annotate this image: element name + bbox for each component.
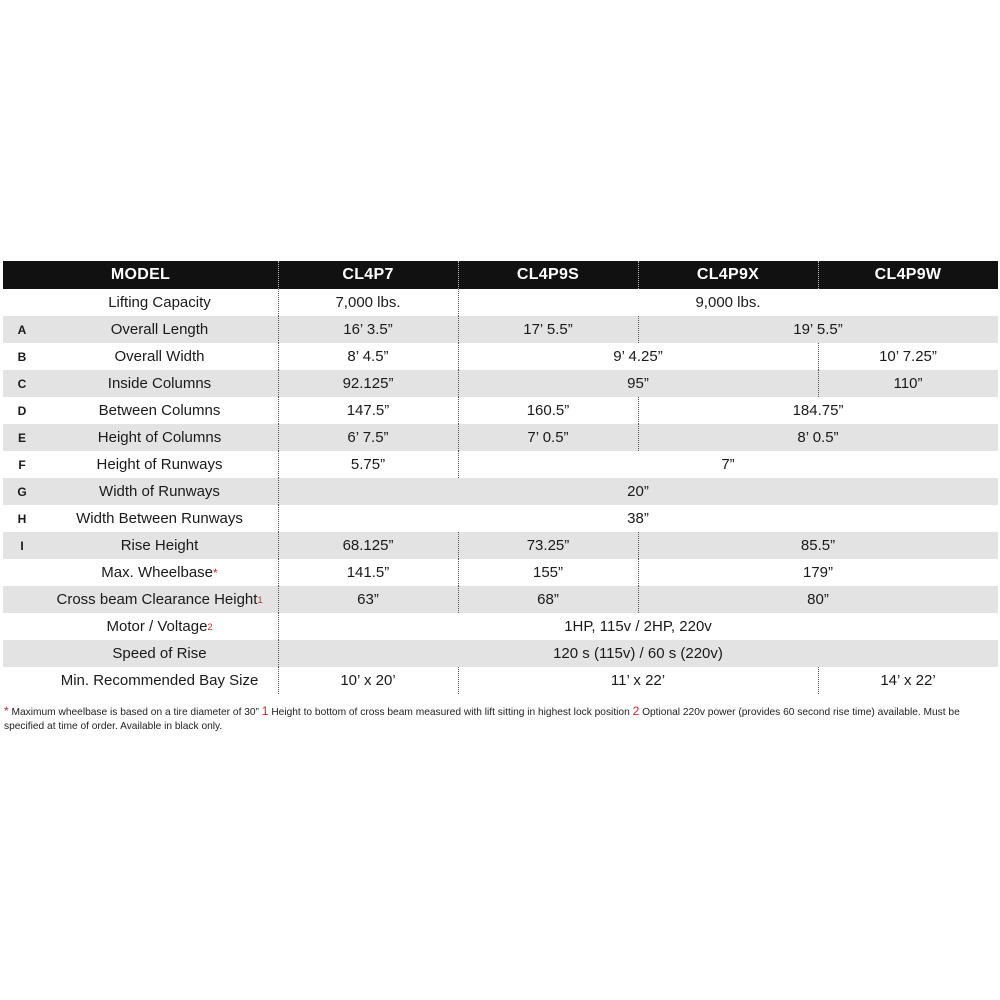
footnote-two-text: Optional 220v power (provides 60 second rise time) available. Must be specified at time of order. Available in black only. [4,707,960,732]
row-letter: D [17,403,27,418]
row-label [41,559,278,586]
table-cell: 11’ x 22’ [610,672,666,689]
table-cell: 38” [627,510,649,527]
row-label [41,451,278,478]
table-cell: 10’ x 20’ [340,672,396,689]
table-cell: 20” [627,483,649,500]
table-cell: 120 s (115v) / 60 s (220v) [553,645,723,662]
footnote-mark: * [213,565,218,580]
row-label-text: Width of Runways [99,483,220,500]
header-cl4p9s: CL4P9S [516,266,580,283]
table-cell: 68.125” [342,537,394,554]
table-cell: 7,000 lbs. [335,294,401,311]
row-label [41,505,278,532]
row-label-text: Overall Width [114,348,205,365]
table-row [3,397,998,424]
row-letter: A [17,322,27,337]
table-cell: 95” [627,375,649,392]
table-cell: 5.75” [350,456,386,473]
table-cell: 14’ x 22’ [880,672,936,689]
table-cell: 85.5” [800,537,836,554]
table-cell: 10’ 7.25” [879,348,937,365]
table-row [3,343,998,370]
header-model: MODEL [110,266,171,283]
table-cell: 68” [537,591,559,608]
table-cell: 17’ 5.5” [523,321,573,338]
row-label-text: Inside Columns [107,375,212,392]
table-cell: 8’ 0.5” [797,429,839,446]
row-label-text: Max. Wheelbase [101,564,214,581]
footnote-one-mark: 1 [261,704,269,718]
row-label: Motor / Voltage 2 [106,618,213,635]
row-label [41,478,278,505]
row-letter: B [17,349,27,364]
header-cl4p9w: CL4P9W [874,266,942,283]
spec-table [3,261,998,694]
row-label [41,289,278,316]
footnote-two-mark: 2 [632,704,640,718]
row-label [41,316,278,343]
table-row [3,451,998,478]
row-label [41,397,278,424]
row-label-text: Rise Height [120,537,199,554]
table-cell: 179” [802,564,834,581]
row-letter: I [20,538,24,553]
table-cell: 16’ 3.5” [343,321,393,338]
table-row [3,505,998,532]
table-cell: 63” [357,591,379,608]
table-row [3,316,998,343]
row-label: Cross beam Clearance Height 1 [56,591,263,608]
table-cell: 7’ 0.5” [527,429,569,446]
table-cell: 6’ 7.5” [347,429,389,446]
row-letter: F [18,457,26,472]
table-row [3,532,998,559]
header-cl4p7: CL4P7 [342,266,394,283]
table-row [3,424,998,451]
row-label [41,424,278,451]
footnote-one-text: Height to bottom of cross beam measured with lift sitting in highest lock position [268,707,633,718]
table-cell: 9,000 lbs. [695,294,761,311]
table-row [3,667,998,694]
table-cell: 73.25” [526,537,570,554]
table-row [3,640,998,667]
table-cell: 19’ 5.5” [793,321,843,338]
row-label-text: Between Columns [98,402,221,419]
table-cell: 8’ 4.5” [347,348,389,365]
row-label-text: Speed of Rise [112,645,207,662]
row-letter: G [17,484,27,499]
row-label-text: Height of Runways [96,456,223,473]
footnote-star-mark: * [4,704,9,718]
footnote [4,704,994,734]
table-cell: 110” [893,375,923,392]
table-row [3,613,998,640]
table-cell: 155” [532,564,564,581]
table-cell: 184.75” [792,402,844,419]
row-label-text: Min. Recommended Bay Size [60,672,259,689]
footnote-star-text: Maximum wheelbase is based on a tire diameter of 30” [8,707,262,718]
table-cell: 92.125” [342,375,394,392]
table-row [3,586,998,613]
header-cl4p9x: CL4P9X [696,266,760,283]
table-row [3,289,998,316]
row-label [41,370,278,397]
table-header [3,261,998,289]
row-letter: C [17,376,27,391]
row-letter: H [17,511,27,526]
row-label-text: Cross beam Clearance Height [56,591,258,608]
row-letter: E [17,430,26,445]
table-row [3,478,998,505]
row-label-text: Height of Columns [97,429,222,446]
row-label-text: Lifting Capacity [108,294,211,311]
table-cell: 7” [721,456,735,473]
table-cell: 147.5” [346,402,390,419]
table-cell: 80” [807,591,829,608]
table-cell: 160.5” [526,402,570,419]
row-label [41,640,278,667]
row-label [41,532,278,559]
row-label [41,343,278,370]
row-label-text: Overall Length [110,321,209,338]
table-cell: 9’ 4.25” [613,348,663,365]
row-label-text: Width Between Runways [76,510,243,527]
table-row [3,559,998,586]
row-label [41,667,278,694]
row-label-text: Motor / Voltage [106,618,208,635]
table-cell: 141.5” [346,564,390,581]
table-cell: 1HP, 115v / 2HP, 220v [564,618,712,635]
table-row [3,370,998,397]
